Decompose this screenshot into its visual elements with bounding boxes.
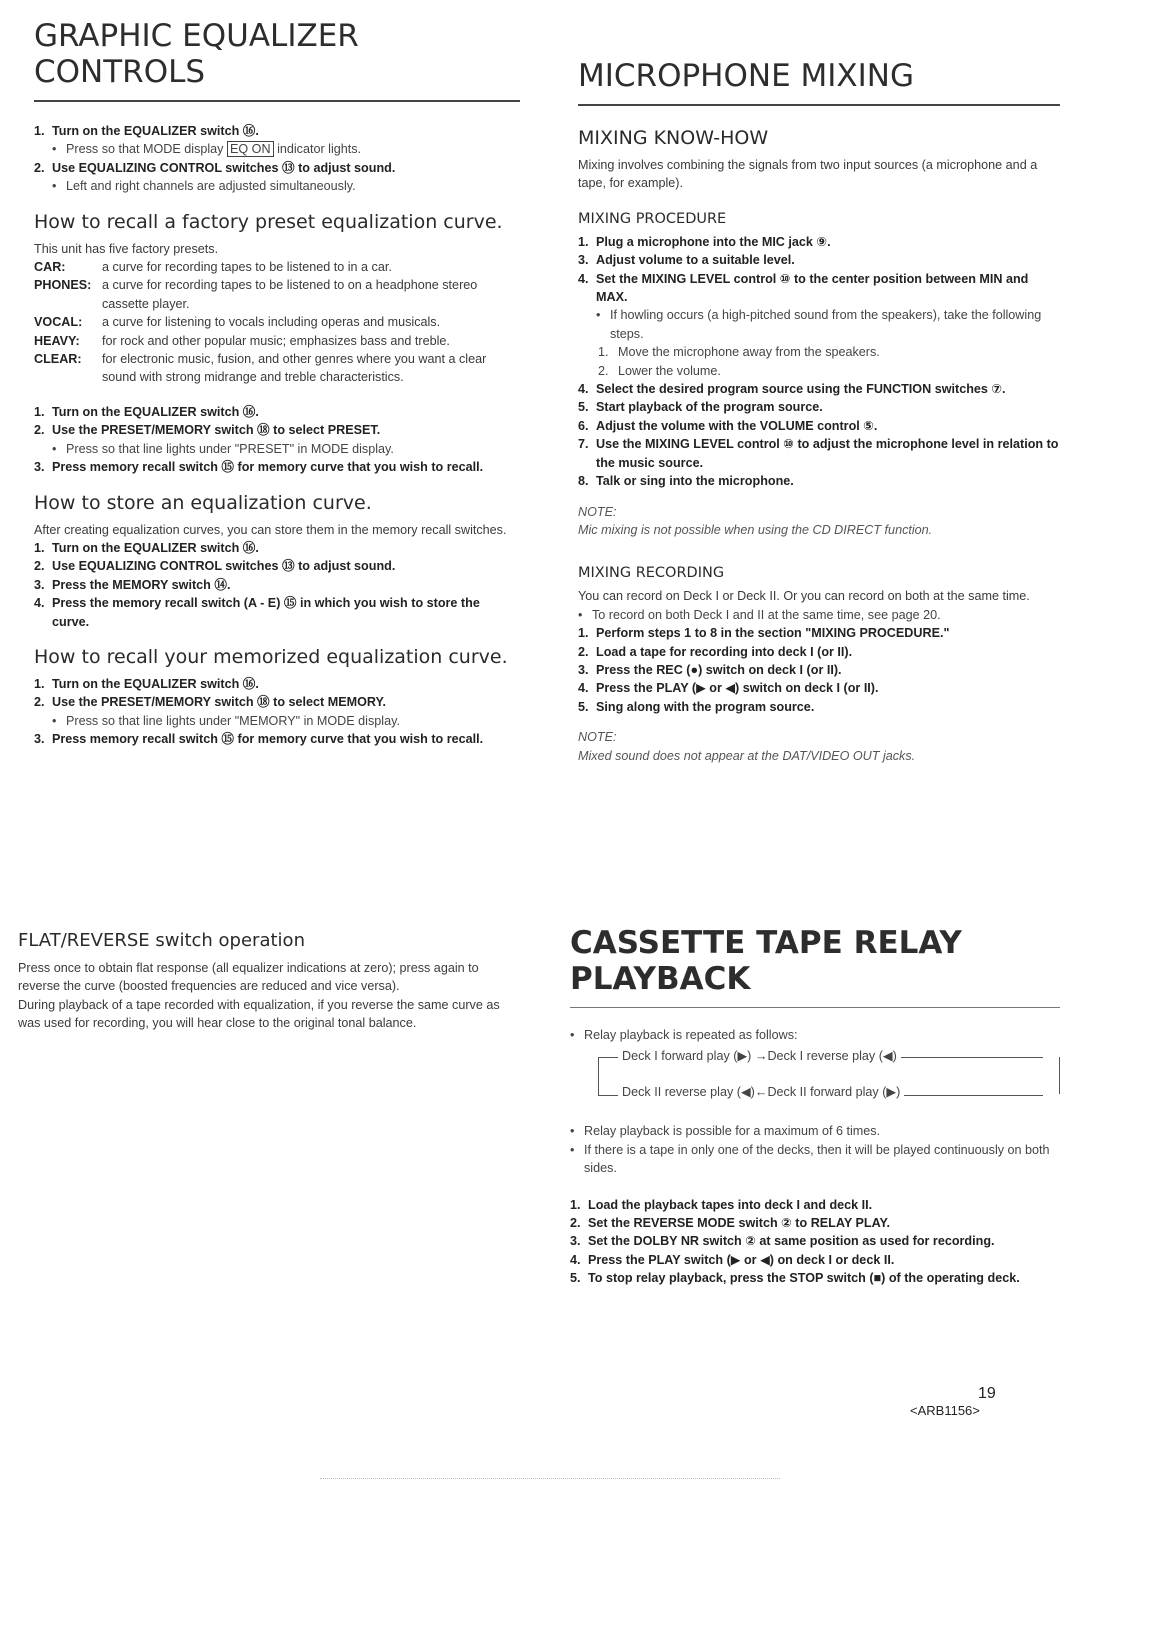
relay-loop-bracket-right (1059, 1057, 1060, 1094)
preset-phones: PHONES: a curve for recording tapes to be listened to on a headphone stereo cassette player. (34, 278, 478, 311)
list-item: 1. Perform steps 1 to 8 in the section "MIXING PROCEDURE." (578, 626, 950, 641)
preset-clear: CLEAR: for electronic music, fusion, and other genres where you want a clear sound with strong midrange and treble characteristics. (34, 352, 487, 385)
preset-car: CAR: a curve for recording tapes to be listened to in a car. (34, 260, 392, 275)
list-item: 3. Press the REC (●) switch on deck I (or II). (578, 662, 842, 677)
list-item: 5. Start playback of the program source. (578, 400, 823, 415)
list-item: 3. Press memory recall switch ⑮ for memory curve that you wish to recall. (34, 460, 484, 475)
equalizer-title (34, 18, 520, 90)
flat-reverse-paragraph-1: Press once to obtain flat response (all equalizer indications at zero); press again to reverse the curve (boosted frequencies are reduced and vice versa). (18, 961, 479, 994)
list-item: 3. Adjust volume to a suitable level. (578, 253, 795, 268)
list-item: 1. Turn on the EQUALIZER switch ⑯. (34, 676, 259, 691)
list-item: 5. To stop relay playback, press the STOP switch (■) of the operating deck. (570, 1271, 1020, 1286)
relay-title-rule (570, 1007, 1060, 1008)
preset-vocal: VOCAL: a curve for listening to vocals including operas and musicals. (34, 315, 441, 330)
scan-smudge (320, 1478, 780, 1485)
mixing-recording-heading: MIXING RECORDING (578, 565, 725, 582)
list-item: 4. Press the PLAY switch (▶ or ◀) on deck I or deck II. (570, 1252, 895, 1267)
list-item: 2. Use EQUALIZING CONTROL switches ⑬ to adjust sound. (34, 160, 396, 175)
flat-reverse-heading: FLAT/REVERSE switch operation (18, 930, 305, 951)
flat-reverse-paragraph-2: During playback of a tape recorded with equalization, if you reverse the same curve as was used for recording, you will hear close to the original tonal balance. (18, 997, 500, 1031)
recording-note-heading: NOTE: (578, 730, 617, 745)
list-item: 2. Lower the volume. (598, 363, 721, 378)
recall-preset-intro: This unit has five factory presets. (34, 241, 219, 256)
equalizer-title-line-1: GRAPHIC EQUALIZER (34, 18, 359, 54)
list-item: • If howling occurs (a high-pitched sound from the speakers), take the following steps. (596, 308, 1042, 341)
list-item: 3. Set the DOLBY NR switch ② at same position as used for recording. (570, 1234, 995, 1249)
recall-preset-heading: How to recall a factory preset equalization curve. (34, 210, 503, 233)
recall-preset-steps (34, 403, 520, 477)
list-item: 5. Sing along with the program source. (578, 699, 815, 714)
mixing-procedure-heading: MIXING PROCEDURE (578, 210, 727, 227)
relay-bullet-3: • If there is a tape in only one of the decks, then it will be played continuously on both sides. (570, 1142, 1050, 1176)
list-item: 1. Plug a microphone into the MIC jack ⑨. (578, 234, 831, 249)
microphone-mixing-section (578, 58, 1060, 765)
relay-line-1: Deck I forward play (▶) →Deck I reverse play (◀) (618, 1048, 901, 1063)
mixing-recording-steps (578, 606, 1060, 716)
list-item: 3. Press the MEMORY switch ⑭. (34, 577, 231, 592)
relay-intro-bullet: • Relay playback is repeated as follows: (570, 1028, 798, 1042)
mixing-knowhow-text: Mixing involves combining the signals from two input sources (a microphone and a tape, for example). (578, 158, 1038, 191)
list-item: 2. Use the PRESET/MEMORY switch ⑱ to select PRESET. (34, 423, 381, 438)
mixing-knowhow-heading: MIXING KNOW-HOW (578, 127, 769, 149)
document-code: <ARB1156> (910, 1403, 980, 1418)
list-item: • Left and right channels are adjusted simultaneously. (52, 179, 356, 194)
relay-playback-title (570, 925, 1060, 997)
list-item: • Press so that line lights under "MEMORY" in MODE display. (52, 713, 400, 728)
list-item: 1. Turn on the EQUALIZER switch ⑯. (34, 404, 259, 419)
list-item: 6. Adjust the volume with the VOLUME control ⑤. (578, 418, 878, 433)
list-item: 4. Press the PLAY (▶ or ◀) switch on deck I (or II). (578, 681, 879, 696)
list-item: • Press so that MODE display EQ ON indicator lights. (52, 142, 362, 157)
page-number: 19 (978, 1385, 996, 1402)
equalizer-title-line-2: CONTROLS (34, 54, 206, 90)
list-item: 3. Press memory recall switch ⑮ for memory curve that you wish to recall. (34, 732, 484, 747)
relay-title-line-1: CASSETTE TAPE RELAY (570, 925, 962, 961)
preset-definitions (34, 258, 520, 387)
microphone-mixing-rule (578, 104, 1060, 106)
mixing-procedure-steps (578, 233, 1060, 491)
list-item: 7. Use the MIXING LEVEL control ⑩ to adjust the microphone level in relation to the music source. (578, 437, 1059, 470)
list-item: 1. Move the microphone away from the speakers. (598, 345, 880, 360)
relay-sequence-diagram (598, 1048, 1060, 1114)
flat-reverse-section (18, 915, 510, 1033)
list-item: 2. Use EQUALIZING CONTROL switches ⑬ to adjust sound. (34, 559, 396, 574)
store-curve-intro: After creating equalization curves, you can store them in the memory recall switches. (34, 522, 507, 537)
mixing-recording-text: You can record on Deck I or Deck II. Or you can record on both at the same time. (578, 589, 1030, 604)
list-item: 4. Set the MIXING LEVEL control ⑩ to the center position between MIN and MAX. (578, 271, 1029, 305)
list-item: • To record on both Deck I and II at the same time, see page 20. (578, 607, 941, 622)
relay-playback-section (570, 925, 1060, 1288)
relay-steps (570, 1196, 1060, 1288)
relay-title-line-2: PLAYBACK (570, 961, 751, 997)
preset-heavy: HEAVY: for rock and other popular music; emphasizes bass and treble. (34, 333, 450, 348)
store-curve-heading: How to store an equalization curve. (34, 491, 372, 514)
mixing-note-heading: NOTE: (578, 504, 617, 519)
microphone-mixing-title: MICROPHONE MIXING (578, 58, 914, 94)
list-item: 4. Press the memory recall switch (A - E) ⑮ in which you wish to store the curve. (34, 596, 480, 629)
equalizer-section (34, 18, 520, 749)
list-item: 2. Set the REVERSE MODE switch ② to RELAY PLAY. (570, 1216, 891, 1231)
list-item: 2. Use the PRESET/MEMORY switch ⑱ to select MEMORY. (34, 695, 387, 710)
recording-note-text: Mixed sound does not appear at the DAT/VIDEO OUT jacks. (578, 748, 916, 763)
equalizer-title-rule (34, 100, 520, 102)
recall-memory-heading: How to recall your memorized equalization curve. (34, 645, 508, 668)
list-item: 2. Load a tape for recording into deck I (or II). (578, 644, 853, 659)
eq-on-indicator-box: EQ ON (227, 141, 274, 157)
recall-memory-steps (34, 675, 520, 749)
list-item: 8. Talk or sing into the microphone. (578, 474, 794, 489)
relay-bullet-2: • Relay playback is possible for a maximum of 6 times. (570, 1124, 881, 1139)
list-item: 1. Turn on the EQUALIZER switch ⑯. (34, 124, 259, 138)
store-curve-steps (34, 539, 520, 631)
equalizer-intro-steps (34, 122, 520, 196)
list-item: • Press so that line lights under "PRESET" in MODE display. (52, 441, 394, 456)
mixing-note-text: Mic mixing is not possible when using the CD DIRECT function. (578, 522, 933, 537)
list-item: 1. Turn on the EQUALIZER switch ⑯. (34, 540, 259, 555)
list-item: 1. Load the playback tapes into deck I and deck II. (570, 1197, 873, 1212)
list-item: 4. Select the desired program source using the FUNCTION switches ⑦. (578, 382, 1006, 397)
relay-line-2: Deck II reverse play (◀)←Deck II forward play (▶) (618, 1084, 904, 1099)
